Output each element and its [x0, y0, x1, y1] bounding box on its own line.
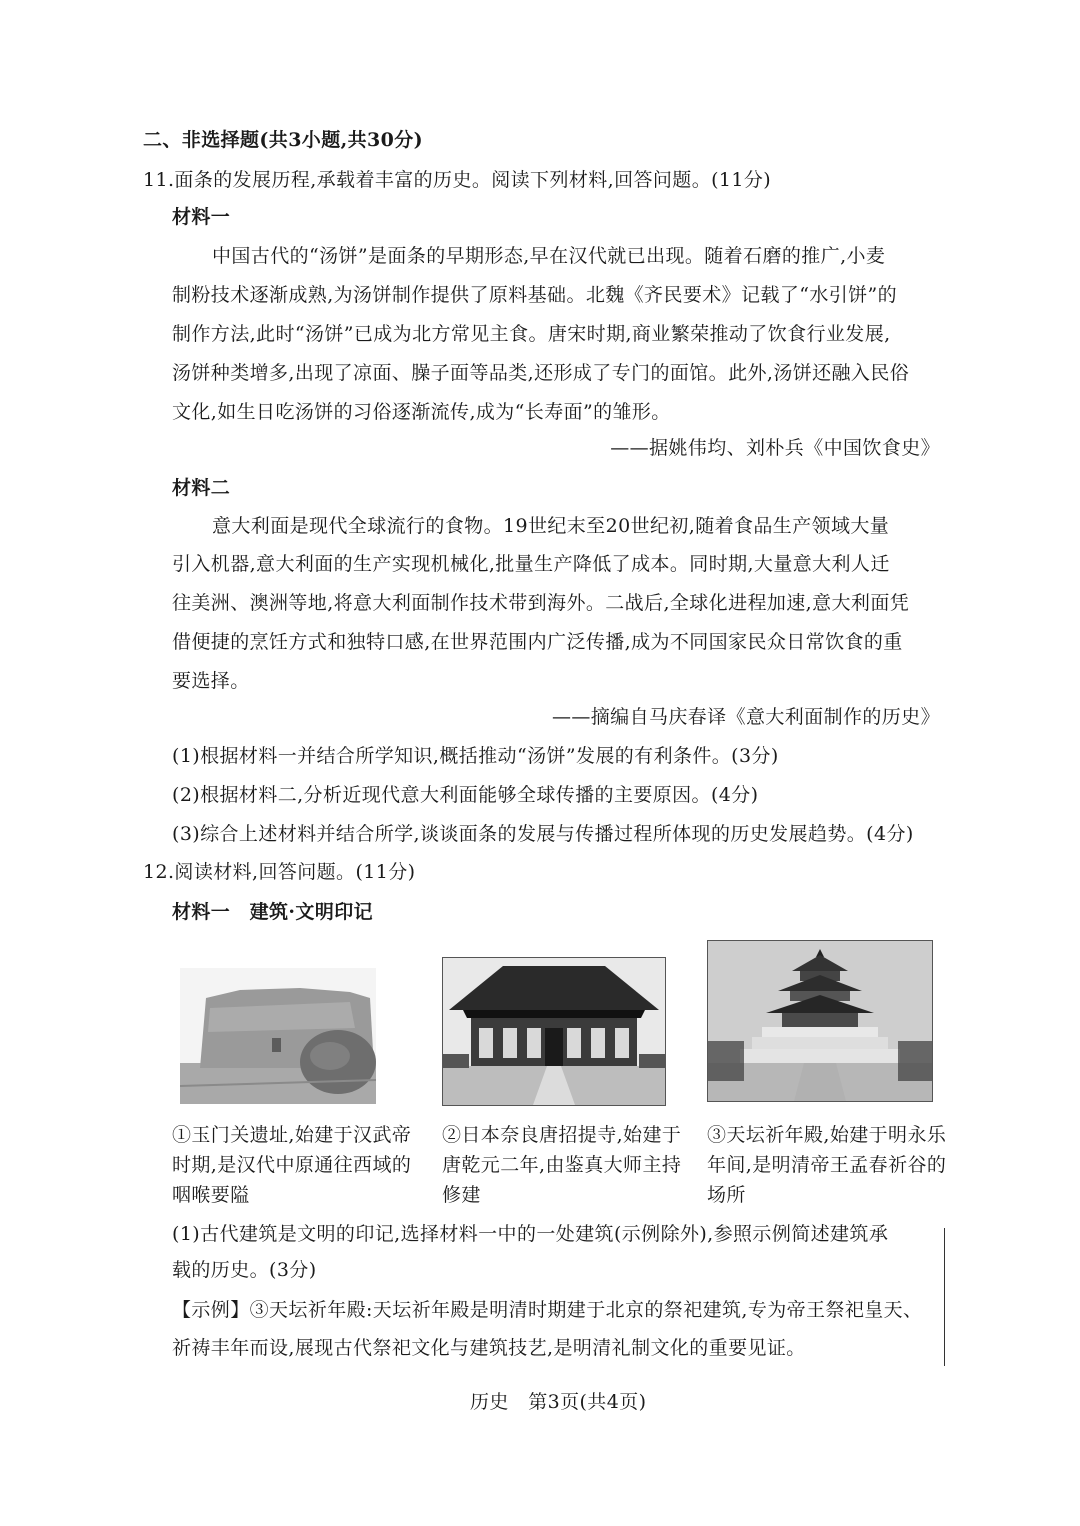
q11-m2-line-4: 借便捷的烹饪方式和独特口感,在世界范围内广泛传播,成为不同国家民众日常饮食的重	[172, 631, 903, 653]
caption-yumen-pass: ①玉门关遗址,始建于汉武帝时期,是汉代中原通往西域的咽喉要隘	[172, 1124, 412, 1206]
temple-illustration-icon	[443, 958, 665, 1105]
q11-m1-line-4: 汤饼种类增多,出现了凉面、臊子面等品类,还形成了专门的面馆。此外,汤饼还融入民俗	[172, 362, 910, 384]
ruins-illustration-icon	[180, 968, 376, 1104]
section-heading: 二、非选择题(共3小题,共30分)	[143, 129, 424, 151]
q11-material1-title: 材料一	[172, 206, 231, 228]
q12-sub1-line-1: (1)古代建筑是文明的印记,选择材料一中的一处建筑(示例除外),参照示例简述建筑承	[172, 1223, 889, 1245]
margin-rule	[944, 1228, 945, 1366]
caption-qiniandian: ③天坛祈年殿,始建于明永乐年间,是明清帝王孟春祈谷的场所	[707, 1124, 947, 1206]
caption-toshodaiji: ②日本奈良唐招提寺,始建于唐乾元二年,由鉴真大师主持修建	[442, 1124, 682, 1206]
q11-m2-line-5: 要选择。	[172, 670, 250, 692]
page-footer: 历史 第3页(共4页)	[470, 1391, 647, 1413]
q12-example-line-1: 【示例】③天坛祈年殿:天坛祈年殿是明清时期建于北京的祭祀建筑,专为帝王祭祀皇天、	[172, 1299, 923, 1321]
q11-m1-source: ——据姚伟均、刘朴兵《中国饮食史》	[610, 437, 940, 459]
q11-stem: 11.面条的发展历程,承载着丰富的历史。阅读下列材料,回答问题。(11分)	[143, 169, 772, 191]
q12-material1-title: 材料一 建筑·文明印记	[172, 901, 374, 923]
q12-stem: 12.阅读材料,回答问题。(11分)	[143, 861, 416, 883]
q12-sub1-line-2: 载的历史。(3分)	[172, 1259, 317, 1281]
qiniandian-illustration-icon	[708, 941, 932, 1101]
q11-sub1: (1)根据材料一并结合所学知识,概括推动“汤饼”发展的有利条件。(3分)	[172, 745, 779, 767]
q11-m2-line-1: 意大利面是现代全球流行的食物。19世纪末至20世纪初,随着食品生产领域大量	[212, 515, 890, 537]
temple-of-heaven-photo	[707, 940, 933, 1102]
q11-m2-line-2: 引入机器,意大利面的生产实现机械化,批量生产降低了成本。同时期,大量意大利人迁	[172, 553, 890, 575]
toshodaiji-temple-photo	[442, 957, 666, 1106]
q11-material2-title: 材料二	[172, 477, 231, 499]
yumen-pass-photo	[180, 968, 376, 1104]
q11-m1-line-5: 文化,如生日吃汤饼的习俗逐渐流传,成为“长寿面”的雏形。	[172, 401, 671, 423]
q12-example-line-2: 祈祷丰年而设,展现古代祭祀文化与建筑技艺,是明清礼制文化的重要见证。	[172, 1337, 806, 1359]
q11-m2-source: ——摘编自马庆春译《意大利面制作的历史》	[551, 706, 940, 728]
q11-m2-line-3: 往美洲、澳洲等地,将意大利面制作技术带到海外。二战后,全球化进程加速,意大利面凭	[172, 592, 910, 614]
q11-sub3: (3)综合上述材料并结合所学,谈谈面条的发展与传播过程所体现的历史发展趋势。(4分)	[172, 823, 914, 845]
q11-m1-line-1: 中国古代的“汤饼”是面条的早期形态,早在汉代就已出现。随着石磨的推广,小麦	[212, 245, 886, 267]
q11-sub2: (2)根据材料二,分析近现代意大利面能够全球传播的主要原因。(4分)	[172, 784, 759, 806]
q11-m1-line-3: 制作方法,此时“汤饼”已成为北方常见主食。唐宋时期,商业繁荣推动了饮食行业发展,	[172, 323, 891, 345]
q11-m1-line-2: 制粉技术逐渐成熟,为汤饼制作提供了原料基础。北魏《齐民要术》记载了“水引饼”的	[172, 284, 898, 306]
